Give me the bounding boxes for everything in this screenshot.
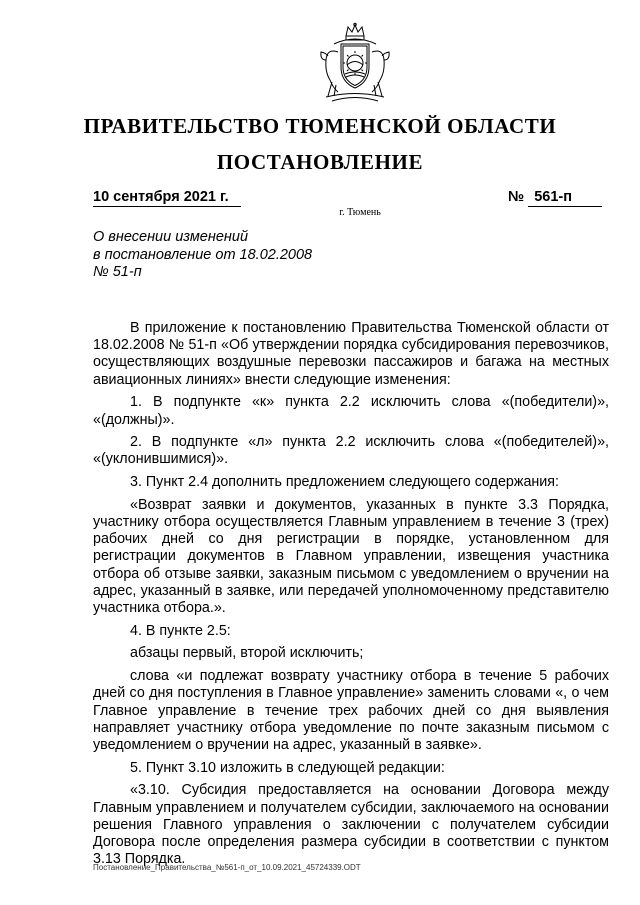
subject-line: в постановление от 18.02.2008 xyxy=(93,246,313,263)
body-paragraph: абзацы первый, второй исключить; xyxy=(130,645,364,662)
number-sign: № xyxy=(508,189,525,205)
number-value: 561-п xyxy=(528,188,602,207)
body-paragraph: 1. В подпункте «к» пункта 2.2 исключить слова «(победители)», «(должны)». xyxy=(93,394,609,428)
body-paragraph: «Возврат заявки и документов, указанных в пункте 3.3 Порядка, участнику отбора осуществляется Главным управлением в течение 3 (трех) рабочих дней со дня регистрации в порядке, установленном для регистрации документов в Главном управлении, извещения участника отбора об отзыве заявки, заказным письмом с уведомлением о вручении на адрес, указанный в заявке, или передачей уполномоченному представителю участника отбора.». xyxy=(93,496,609,617)
body-paragraph: В приложение к постановлению Правительства Тюменской области от 18.02.2008 № 51-п «Об утверждении порядка субсидирования перевозчиков, осуществляющих воздушные перевозки пассажиров и багажа на местных авиационных линиях» внести следующие изменения: xyxy=(93,320,609,388)
document-date: 10 сентября 2021 г. xyxy=(93,188,241,207)
body-paragraph: 5. Пункт 3.10 изложить в следующей редакции: xyxy=(130,759,445,776)
document-type: ПОСТАНОВЛЕНИЕ xyxy=(216,150,424,174)
body-paragraph: «3.10. Субсидия предоставляется на основании Договора между Главным управлением и получателем субсидии, заключаемого на основании решения Главного управления о заключении с получателем субсидии Договора после определения размера субсидии в соответствии с пунктом 3.13 Порядка. xyxy=(93,782,609,868)
body-paragraph: 4. В пункте 2.5: xyxy=(130,622,231,639)
organization-title: ПРАВИТЕЛЬСТВО ТЮМЕНСКОЙ ОБЛАСТИ xyxy=(83,114,557,138)
subject-line: О внесении изменений xyxy=(93,229,249,245)
coat-of-arms-icon xyxy=(314,22,396,102)
file-name-footer: Постановление_Правительства_№561-п_от_10.09.2021_45724339.ODT xyxy=(93,863,361,872)
subject-line: № 51-п xyxy=(93,264,142,280)
body-paragraph: 2. В подпункте «л» пункта 2.2 исключить слова «(победителей)», «(уклонившимися)». xyxy=(93,434,609,468)
document-subject xyxy=(93,229,353,282)
body-paragraph: слова «и подлежат возврату участнику отбора в течение 5 рабочих дней со дня поступления в Главное управление» заменить словами «, о чем Главное управление в течение трех рабочих дней со дня выявления направляет участнику отбора уведомление по почте заказным письмом с уведомлением о вручении на адрес, указанный в заявке». xyxy=(93,668,609,753)
city: г. Тюмень xyxy=(339,207,381,218)
document-number xyxy=(508,188,602,207)
document-body xyxy=(93,320,609,874)
body-paragraph: 3. Пункт 2.4 дополнить предложением следующего содержания: xyxy=(130,474,559,491)
